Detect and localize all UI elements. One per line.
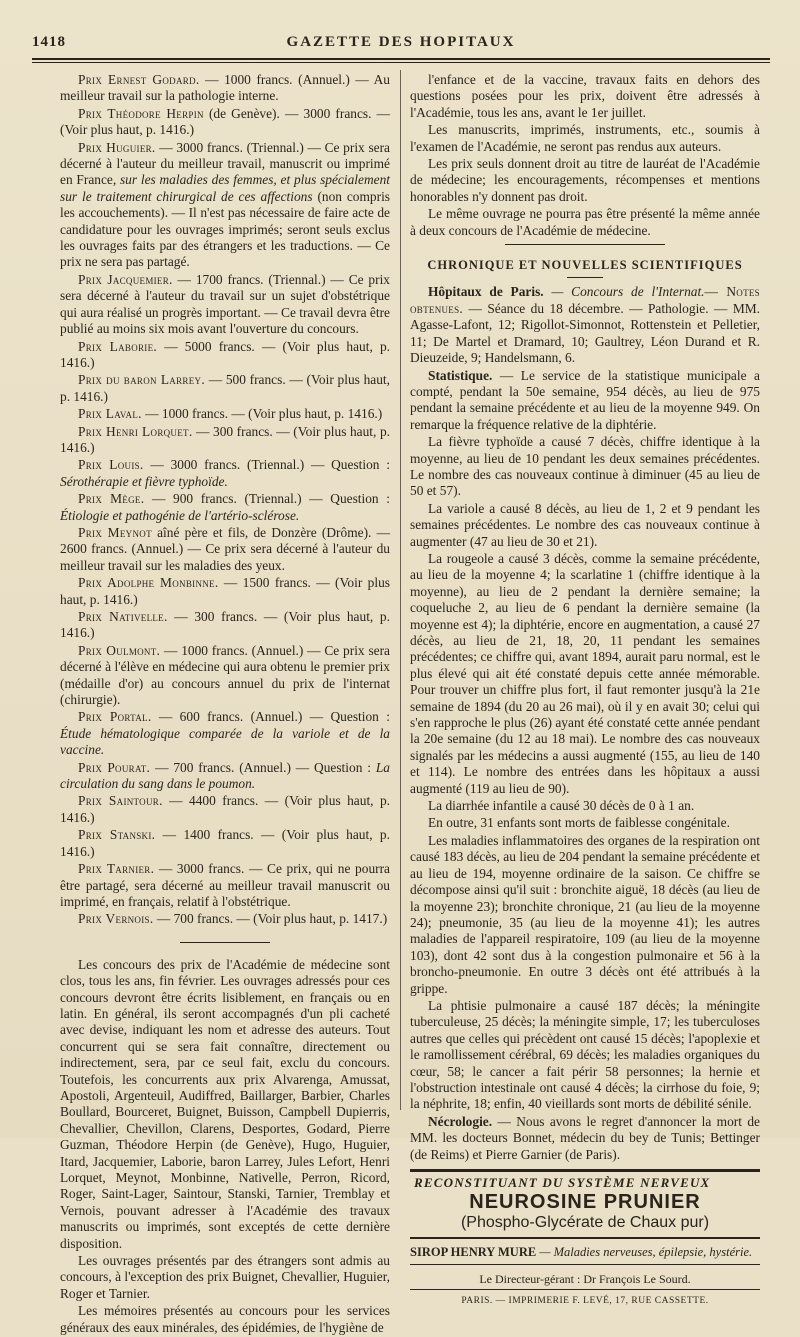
prize-name: Prix Louis. — [78, 457, 144, 473]
prize-entry — [60, 609, 390, 642]
prize-text: (de Genève). — 3000 francs. — (Voir plus haut, p. 1416.) — [60, 105, 390, 138]
page-header — [32, 34, 770, 56]
prize-text: — 3000 francs. (Triennal.) — Question : — [143, 457, 391, 473]
prize-entry — [60, 861, 390, 910]
prize-name: Prix Laborie. — [78, 338, 158, 354]
prize-name: Prix Stanski. — [78, 827, 156, 843]
necrologie-text: — Nous avons le regret d'annoncer la mort de MM. les docteurs Bonnet, médecin du bey de Tunis; Bettinger (de Reims) et Pierre Garnier (de Paris). — [410, 1113, 760, 1162]
prize-entry — [60, 575, 390, 608]
ad-line-neurosine: NEUROSINE PRUNIER — [469, 1191, 701, 1214]
prize-entry — [60, 140, 390, 271]
prize-entry — [60, 457, 390, 490]
sirop-text: — Maladies nerveuses, épilepsie, hystérie. — [539, 1245, 753, 1260]
prize-text: — 3000 francs. (Triennal.) — Ce prix sera décerné à l'auteur du meilleur travail, manuscrit ou imprimé en France, — [60, 139, 390, 188]
header-rule — [32, 58, 770, 60]
page-number: 1418 — [32, 34, 66, 50]
prize-question: sur les maladies des femmes, et plus spécialement sur le traitement chirurgical de ces affections — [60, 172, 390, 204]
column-divider — [400, 70, 401, 1110]
prize-name: Prix Vernois. — [78, 911, 154, 927]
prize-text: — 1700 francs. (Triennal.) — Ce prix sera décerné à l'auteur du travail sur un sujet d'obstétrique qui aura réalisé un progrès important. — Ce travail devra être publié au moins six mois avant l'ouverture du concours. — [60, 271, 391, 337]
section-separator — [180, 942, 270, 943]
hopitaux-paragraph — [410, 284, 760, 366]
prize-text: — 1500 francs. — (Voir plus haut, p. 1416.) — [60, 575, 391, 607]
prize-name: Prix Pourat. — [78, 759, 151, 775]
prize-text: — 500 francs. — (Voir plus haut, p. 1416.) — [60, 372, 390, 404]
statistique-paragraph — [410, 434, 760, 500]
prize-name: Prix Meynot — [78, 524, 152, 540]
prize-name: Prix Théodore Herpin — [78, 105, 204, 121]
prize-question: La circulation du sang dans le poumon. — [60, 759, 390, 792]
intro-paragraph: Les manuscrits, imprimés, instruments, etc., soumis à l'examen de l'Académie, ne seront pas rendus aux auteurs. — [410, 122, 760, 154]
statistique-text: La rougeole a causé 3 décès, comme la semaine précédente, au lieu de la moyenne 4; la scarlatine 1 (chiffre identique à la moyenne), au lieu de 2 pendant la dernière semaine; la coqueluche 2, au lieu de 6 pendant la dernière semaine (la moyenne est 4); la diphtérie, encore en augmentation, a causé 27 décès, au lieu de 21, 18, 20, 11 pendant les semaines précédentes; ce chiffre qui, avant 1894, aurait paru normal, est le plus élevé qui ait été constaté depuis cette année mémorable. Pour trouver un chiffre plus fort, il faut remonter jusqu'à la 21e semaine de 1894 (du 20 au 26 mai), où il y en avait 30; celui qui s'en rapproche le plus (26) ayant été constaté cette année pendant la 20e semaine (du 12 au 18 mai). Le nombre des cas nouveaux signalés par les médecins a aussi augmenté (155, au lieu de 140 et 114). Le nombre des entrées dans les hôpitaux a aussi augmenté (119 au lieu de 90). — [410, 550, 760, 796]
advertisement — [410, 1169, 760, 1239]
journal-title: GAZETTE DES HOPITAUX — [286, 34, 516, 50]
statistique-text: La phtisie pulmonaire a causé 187 décès; la méningite tuberculeuse, 25 décès; la méningite simple, 17; les tuberculoses autres que celles qui précèdent ont causé 15 décès; l'apoplexie et le ramollissement cérébral, 69 décès; les maladies organiques du cœur, 58; le cancer a fait périr 58 personnes; la hernie et l'obstruction intestinale ont causé 4 décès; la cirrhose du foie, 9; la néphrite, 18; enfin, 40 vieillards sont morts de débilité sénile. — [410, 997, 760, 1112]
sirop-name: SIROP HENRY MURE — [410, 1245, 537, 1260]
prize-text: — 700 francs. (Annuel.) — Question : — [150, 759, 376, 775]
prize-entry — [60, 911, 390, 927]
prize-entry — [60, 406, 390, 422]
hopitaux-notes: — Notes obtenues. — [410, 284, 760, 316]
conditions-paragraph: Les ouvrages présentés par des étrangers sont admis au concours, à l'exception des prix Buignet, Chevallier, Huguier, Roger et Tarnier. — [60, 1253, 390, 1301]
prize-text: — 900 francs. (Triennal.) — Question : — [144, 491, 390, 507]
statistique-text: La variole a causé 8 décès, au lieu de 1, 2 et 9 pendant les semaines précédentes. Le nombre des cas nouveaux continue à augmenter (47 au lieu de 30 et 21). — [410, 500, 760, 549]
hopitaux-sub: — Concours de l'Internat. — [543, 284, 705, 300]
prize-entry — [60, 272, 390, 338]
directeur-gerant: Le Directeur-gérant : Dr François Le Sourd. — [410, 1271, 760, 1290]
prize-name: Prix Henri Lorquet. — [78, 423, 193, 439]
prize-text: — 3000 francs. — Ce prix, qui ne pourra être partagé, sera décerné au meilleur travail manuscrit ou imprimé, en français, relatif à l'obstétrique. — [60, 861, 390, 909]
prize-entry — [60, 827, 390, 860]
prize-entry — [60, 491, 390, 524]
statistique-text: La fièvre typhoïde a causé 7 décès, chiffre identique à la moyenne, au lieu de 10 pendant les deux semaines précédentes. Le nombre des cas nouveaux continue à diminuer (45 au lieu de 50 et 57). — [410, 434, 760, 499]
statistique-paragraph — [410, 368, 760, 434]
prize-entry — [60, 793, 390, 826]
prize-text: — 1000 francs. (Annuel.) — Ce prix sera décerné à l'élève en médecine qui aura obtenu le premier prix (médaille d'or) au concours annuel du prix de l'internat (chirurgie). — [60, 642, 391, 708]
statistique-paragraph — [410, 551, 760, 797]
prize-text: — 600 francs. (Annuel.) — Question : — [151, 709, 390, 725]
prize-text: — 300 francs. — (Voir plus haut, p. 1416.) — [60, 423, 390, 455]
header-rule-thin — [32, 62, 770, 63]
conditions-paragraph: Les concours des prix de l'Académie de médecine sont clos, tous les ans, fin février. Les ouvrages adressés pour ces concours devront être écrits lisiblement, en français ou en latin. En général, ils seront accompagnés d'un pli cacheté avec devise, indiquant les nom et adresse des auteurs. Tout concurrent qui se sera fait connaître, directement ou indirectement, sera, par ce seul fait, exclu du concours. Toutefois, les concurrents aux prix Alvarenga, Amussat, Apostoli, Argenteuil, Audiffred, Baillarger, Barbier, Charles Boullard, Bourceret, Buignet, Buisson, Campbell Dupierris, Chevallier, Chevillon, Clarens, Desportes, Godard, Pierre Guzman, Théodore Herpin (de Genève), Hugo, Huguier, Itard, Jacquemier, Laborie, baron Larrey, Jules Lefort, Henri Lorquet, Meynot, Monbinne, Nativelle, Perron, Ricord, Roger, Saint-Lager, Saintour, Stanski, Tarnier, Tremblay et Vernois, pouvant adresser à l'Académie des travaux manuscrits ou imprimés, sont exceptés de cette dernière disposition. — [60, 956, 390, 1251]
prize-name: Prix Laval. — [78, 406, 142, 422]
prize-text: — 700 francs. — (Voir plus haut, p. 1417.) — [153, 911, 388, 927]
statistique-text: En outre, 31 enfants sont morts de faiblesse congénitale. — [428, 815, 730, 831]
statistique-paragraph — [410, 798, 760, 814]
conditions-text — [60, 957, 390, 1336]
prize-text: — 300 francs. — (Voir plus haut, p. 1416.) — [60, 609, 390, 641]
statistique-heading: Statistique. — [428, 367, 493, 383]
hopitaux-heading: Hôpitaux de Paris. — [428, 284, 544, 300]
necrologie-heading: Nécrologie. — [428, 1113, 493, 1129]
prize-entry — [60, 760, 390, 793]
ornament-rule — [505, 244, 665, 249]
statistique-text: — Le service de la statistique municipale a compté, pendant la 50e semaine, 954 décès, au lieu de 975 pendant la semaine précédente et au lieu de la moyenne 949. On remarque la fréquence relative de la diphtérie. — [410, 367, 760, 432]
ad-line-reconstituant: RECONSTITUANT DU SYSTÈME NERVEUX — [414, 1175, 711, 1190]
conditions-paragraph: Les mémoires présentés au concours pour les services généraux des eaux minérales, des épidémies, de l'hygiène de — [60, 1303, 390, 1335]
hopitaux-text: — Séance du 18 décembre. — Pathologie. — MM. Agasse-Lafont, 12; Rigollot-Simonnot, Rottenstein et Pelletier, 11; De Martel et Dramard, 10; Gaultrey, Léon Durand et R. Dieuzeide, 9; Handelsmann, 6. — [410, 300, 760, 366]
prize-name: Prix Saintour. — [78, 793, 163, 809]
prize-entry — [60, 709, 390, 758]
ad-sirop — [410, 1244, 760, 1264]
imprimerie-line: PARIS. — IMPRIMERIE F. LEVÉ, 17, RUE CASSETTE. — [461, 1296, 709, 1307]
prize-question: Étude hématologique comparée de la variole et de la vaccine. — [60, 725, 390, 758]
intro-text — [410, 72, 760, 239]
prize-entry — [60, 339, 390, 372]
prize-entry — [60, 525, 390, 574]
left-column — [60, 72, 390, 1337]
prize-name: Prix Oulmont. — [78, 642, 161, 658]
prize-question: Sérothérapie et fièvre typhoïde. — [60, 473, 228, 489]
statistique-paragraph — [410, 833, 760, 997]
prize-text: — 5000 francs. — (Voir plus haut, p. 1416.) — [60, 338, 390, 370]
prize-name: Prix Jacquemier. — [78, 271, 173, 287]
right-column — [410, 72, 760, 1310]
prize-name: Prix Mège. — [78, 491, 145, 507]
prize-entry — [60, 372, 390, 405]
prize-text: — 1000 francs. (Annuel.) — Au meilleur travail sur la pathologie interne. — [60, 72, 390, 104]
statistique-paragraph — [410, 998, 760, 1113]
prize-name: Prix Nativelle. — [78, 609, 168, 624]
statistique-text: Les maladies inflammatoires des organes de la respiration ont causé 183 décès, au lieu de 204 pendant la semaine précédente et au lieu de 194, moyenne ordinaire de la saison. Ce chiffre se décompose ainsi qu'il suit : bronchite aiguë, 18 décès (au lieu de la moyenne 23); bronchite chronique, 21 (au lieu de la moyenne 24); pneumonie, 35 (au lieu de la moyenne 41); les autres maladies de l'appareil respiratoire, 109 (au lieu de la moyenne 103), dont 42 sont dus à la congestion pulmonaire et 56 à la broncho-pneumonie. En outre 3 décès ont été attribués à la grippe. — [410, 832, 760, 996]
chronique-heading: CHRONIQUE ET NOUVELLES SCIENTIFIQUES — [427, 258, 743, 273]
prize-entry — [60, 424, 390, 457]
ad-line-phospho: (Phospho-Glycérate de Chaux pur) — [460, 1214, 710, 1232]
necrologie-paragraph — [410, 1114, 760, 1163]
prize-name: Prix Tarnier. — [78, 861, 155, 877]
statistique-paragraph — [410, 501, 760, 550]
heading-rule — [567, 277, 603, 278]
prize-text-continued: (non compris les accouchements). — Il n'est pas nécessaire de faire acte de candidature pour les ouvrages imprimés; seront seuls exclus les ouvrages faits par des étrangers et les traductions. — Ce prix ne sera pas partagé. — [60, 188, 390, 270]
statistique-paragraph — [410, 815, 760, 831]
prize-text: aîné père et fils, de Donzère (Drôme). — 2600 francs. (Annuel.) — Ce prix sera décerné à l'auteur du meilleur travail sur les maladies des yeux. — [60, 524, 390, 573]
statistique-section — [410, 368, 760, 1113]
prize-entry — [60, 72, 390, 105]
prize-name: Prix Adolphe Monbinne. — [78, 575, 219, 591]
prize-entry — [60, 106, 390, 139]
prize-name: Prix Portal. — [78, 709, 152, 725]
prize-question: Étiologie et pathogénie de l'artério-sclérose. — [60, 507, 300, 523]
intro-paragraph: l'enfance et de la vaccine, travaux faits en dehors des questions posées pour les prix, doivent être adressés à l'Académie, tous les ans, avant le 1er juillet. — [410, 72, 760, 120]
intro-paragraph: Les prix seuls donnent droit au titre de lauréat de l'Académie de médecine; les encouragements, récompenses et mentions honorables n'y donnent pas droit. — [410, 156, 760, 204]
prize-name: Prix Huguier. — [78, 139, 156, 155]
prize-name: Prix du baron Larrey. — [78, 372, 205, 388]
prize-text: — 1000 francs. — (Voir plus haut, p. 1416.) — [141, 406, 383, 422]
statistique-text: La diarrhée infantile a causé 30 décès de 0 à 1 an. — [428, 798, 695, 814]
prize-entry — [60, 643, 390, 709]
prize-text: — 1400 francs. — (Voir plus haut, p. 1416.) — [60, 827, 390, 859]
prize-list — [60, 72, 390, 928]
prize-name: Prix Ernest Godard. — [78, 72, 200, 87]
prize-text: — 4400 francs. — (Voir plus haut, p. 1416.) — [60, 793, 391, 825]
intro-paragraph: Le même ouvrage ne pourra pas être présenté la même année à deux concours de l'Académie de médecine. — [410, 206, 760, 238]
